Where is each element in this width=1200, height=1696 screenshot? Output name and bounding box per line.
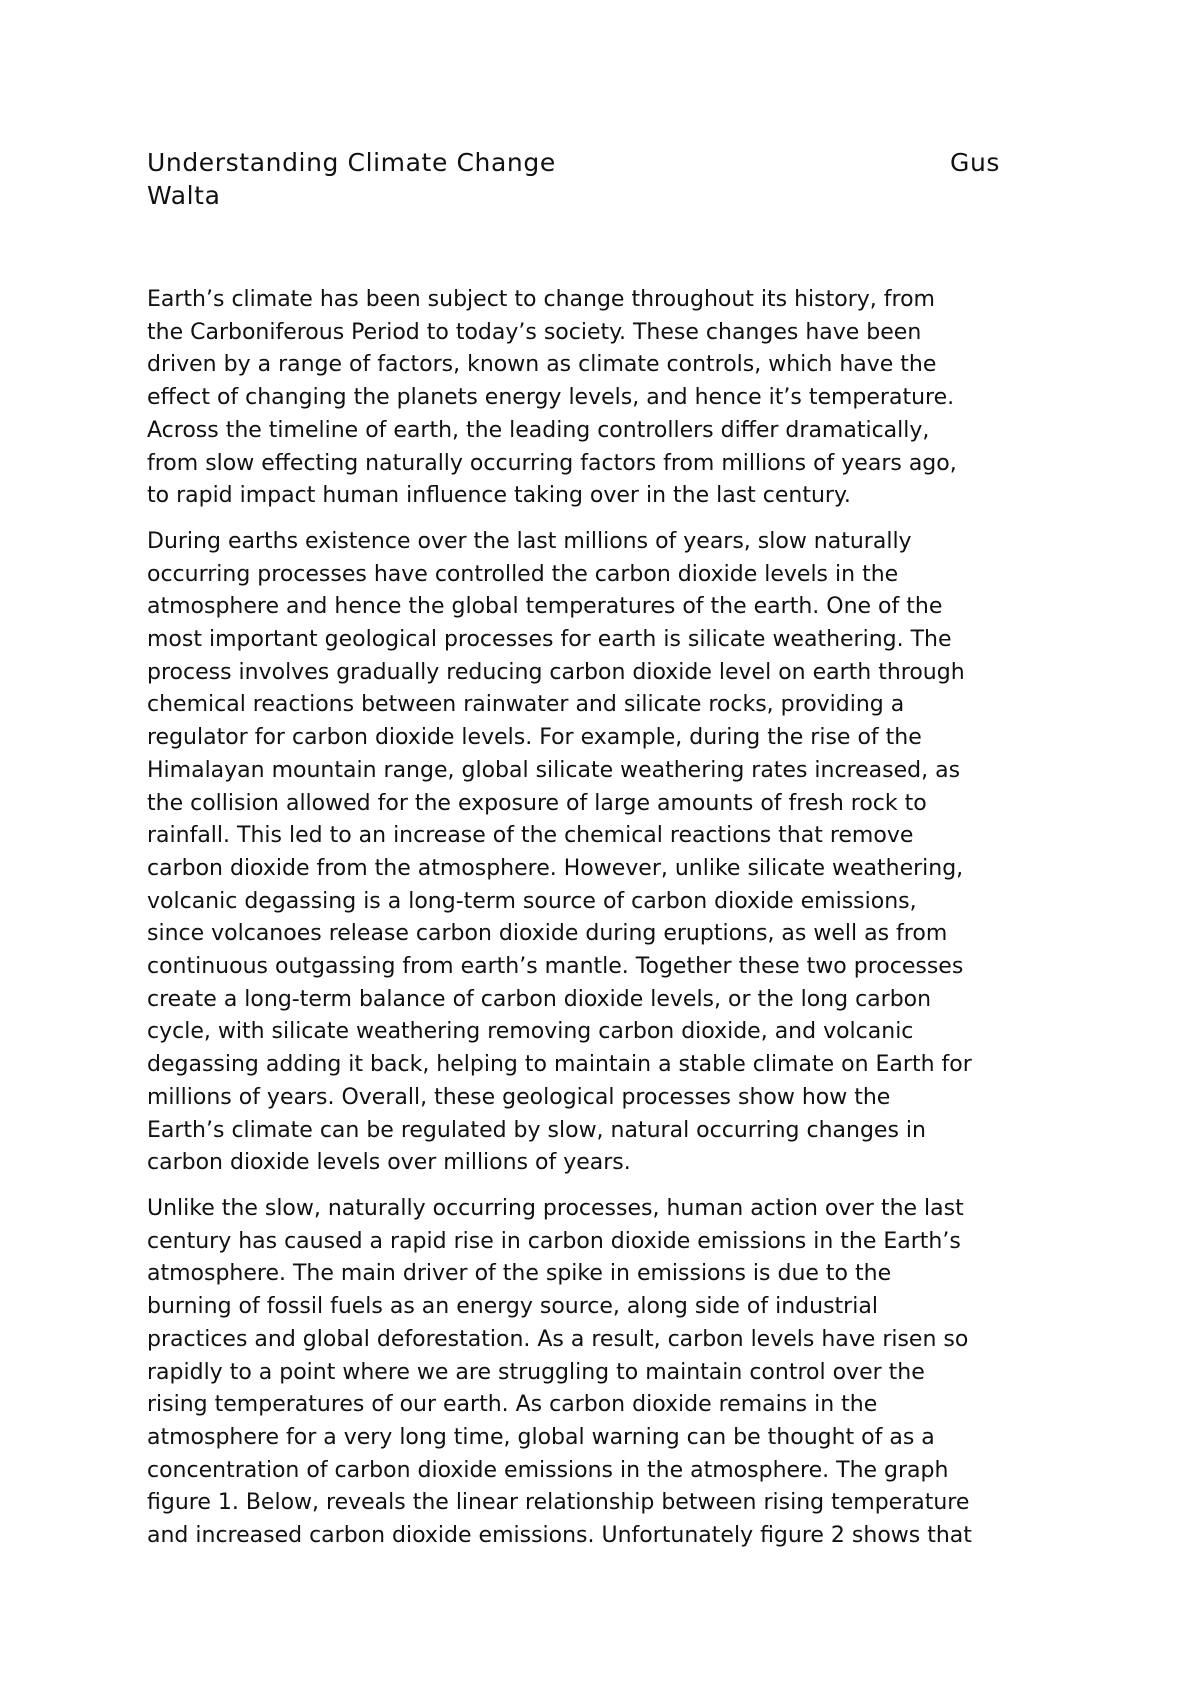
text-line: since volcanoes release carbon dioxide during eruptions, as well as from [147,921,948,947]
text-line: concentration of carbon dioxide emissions in the atmosphere. The graph [147,1457,949,1483]
text-line: millions of years. Overall, these geological processes show how the [147,1084,891,1110]
paragraph-2 [147,526,1067,1180]
text-line: occurring processes have controlled the carbon dioxide levels in the [147,561,899,587]
text-line: century has caused a rapid rise in carbon dioxide emissions in the Earth’s [147,1228,961,1254]
text-line: from slow effecting naturally occurring factors from millions of years ago, [147,450,957,476]
text-line: Earth’s climate can be regulated by slow, natural occurring changes in [147,1117,926,1143]
text-line: cycle, with silicate weathering removing carbon dioxide, and volcanic [147,1019,914,1045]
text-line: atmosphere. The main driver of the spike in emissions is due to the [147,1261,892,1287]
text-line: process involves gradually reducing carbon dioxide level on earth through [147,659,965,685]
author-name-first-line: Gus [950,148,1001,177]
text-line: atmosphere and hence the global temperatures of the earth. One of the [147,594,943,620]
text-line: Across the timeline of earth, the leading controllers differ dramatically, [147,417,930,443]
text-line: effect of changing the planets energy levels, and hence it’s temperature. [147,385,955,411]
paragraph-3 [147,1193,1067,1553]
text-line: create a long-term balance of carbon dioxide levels, or the long carbon [147,986,932,1012]
text-line: rainfall. This led to an increase of the chemical reactions that remove [147,823,914,849]
text-line: rapidly to a point where we are struggling to maintain control over the [147,1359,925,1385]
text-line: rising temperatures of our earth. As carbon dioxide remains in the [147,1392,878,1418]
text-line: Himalayan mountain range, global silicate weathering rates increased, as [147,757,961,783]
text-line: degassing adding it back, helping to maintain a stable climate on Earth for [147,1052,972,1078]
text-line: continuous outgassing from earth’s mantle. Together these two processes [147,954,964,980]
text-line: Unlike the slow, naturally occurring processes, human action over the last [147,1195,964,1221]
document-body [147,284,1067,1566]
text-line: carbon dioxide levels over millions of years. [147,1150,631,1176]
text-line: most important geological processes for earth is silicate weathering. The [147,627,952,653]
text-line: regulator for carbon dioxide levels. For example, during the rise of the [147,725,922,751]
text-line: driven by a range of factors, known as climate controls, which have the [147,352,937,378]
text-line: atmosphere for a very long time, global warning can be thought of as a [147,1424,935,1450]
text-line: and increased carbon dioxide emissions. Unfortunately figure 2 shows that [147,1523,972,1549]
text-line: figure 1. Below, reveals the linear relationship between rising temperature [147,1490,970,1516]
author-name-second-line: Walta [147,181,221,210]
text-line: Earth’s climate has been subject to change throughout its history, from [147,287,935,312]
text-line: the Carboniferous Period to today’s society. These changes have been [147,319,922,345]
document-header [147,146,1007,179]
document-title: Understanding Climate Change [147,148,556,177]
text-line: to rapid impact human influence taking over in the last century. [147,483,851,509]
text-line: carbon dioxide from the atmosphere. However, unlike silicate weathering, [147,855,964,881]
text-line: volcanic degassing is a long-term source of carbon dioxide emissions, [147,888,917,914]
text-line: chemical reactions between rainwater and silicate rocks, providing a [147,692,905,718]
text-line: During earths existence over the last millions of years, slow naturally [147,528,912,554]
text-line: the collision allowed for the exposure of large amounts of fresh rock to [147,790,927,816]
text-line: practices and global deforestation. As a result, carbon levels have risen so [147,1326,969,1352]
paragraph-1 [147,284,1067,513]
text-line: burning of fossil fuels as an energy source, along side of industrial [147,1294,878,1320]
